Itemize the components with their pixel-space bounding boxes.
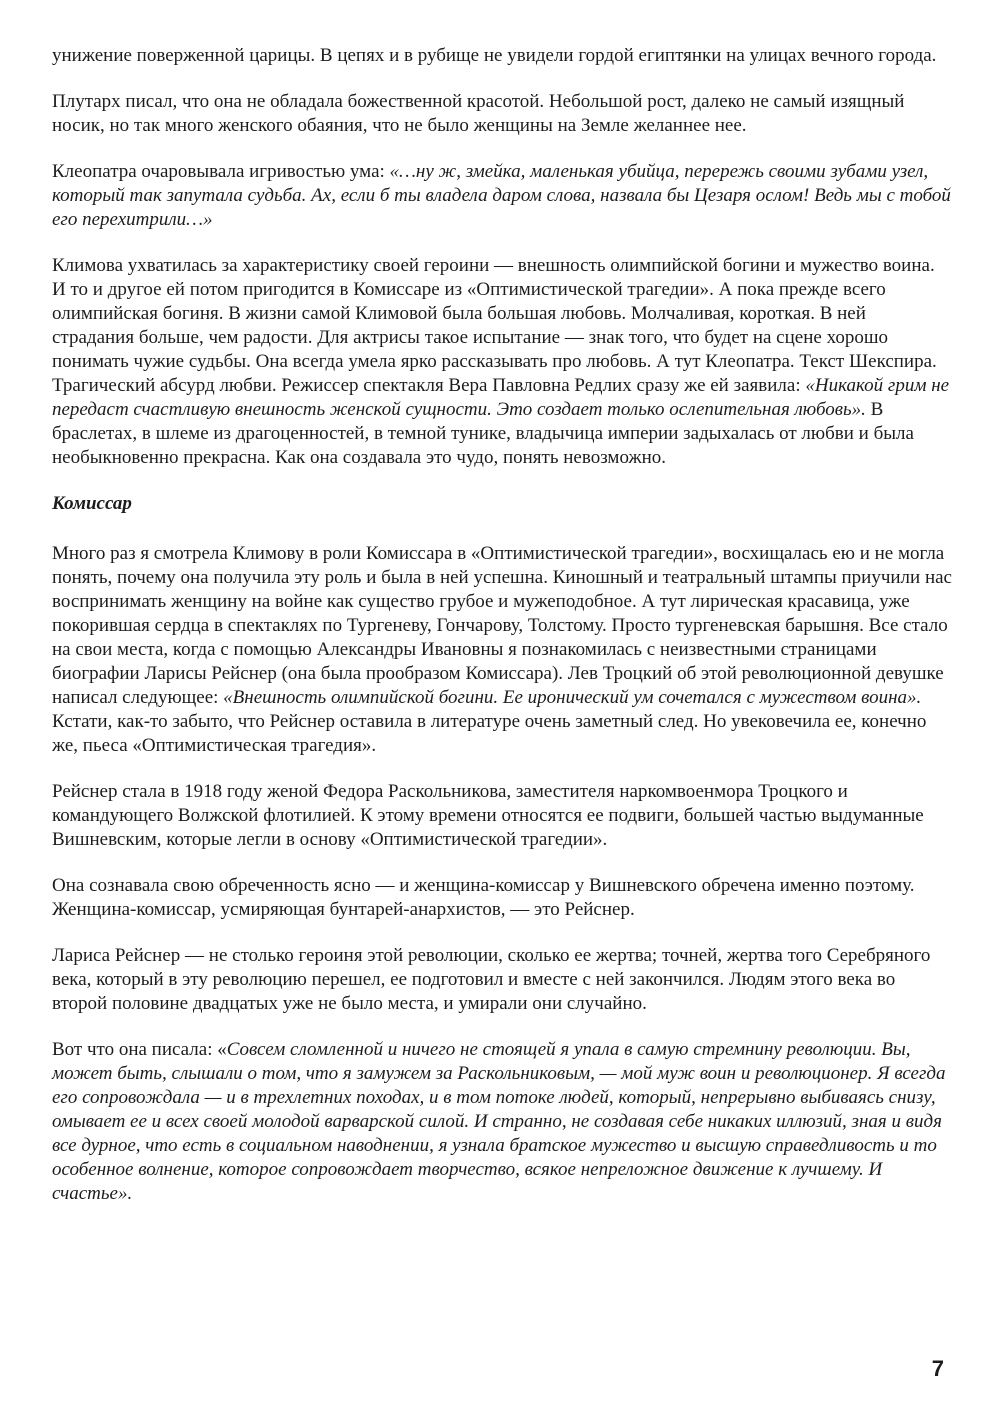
- paragraph: [52, 254, 952, 470]
- body-text: Климова ухватилась за характеристику своей героини — внешность олимпийской богини и мужество воина. И то и другое ей потом пригодится в Комиссаре из «Оптимистической трагедии». А пока прежде всего олимпийская богиня. В жизни самой Климовой была большая любовь. Молчаливая, короткая. В ней страдания больше, чем радости. Для актрисы такое испытание — знак того, что будет на сцене хорошо понимать чужие судьбы. Она всегда умела ярко рассказывать про любовь. А тут Клеопатра. Текст Шекспира. Трагический абсурд любви. Режиссер спектакля Вера Павловна Редлих сразу же ей заявила:: [52, 255, 937, 396]
- paragraph: [52, 160, 952, 232]
- paragraph: [52, 874, 952, 922]
- body-text: В браслетах, в шлеме из драгоценностей, в темной тунике, владычица империи задыхалась от любви и была необыкновенно прекрасна. Как она создавала это чудо, понять невозможно.: [52, 399, 914, 468]
- body-text: Рейснер стала в 1918 году женой Федора Раскольникова, заместителя наркомвоенмора Троцкого и командующего Волжской флотилией. К этому времени относятся ее подвиги, большей частью выдуманные Вишневским, которые легли в основу «Оптимистической трагедии».: [52, 781, 924, 850]
- paragraph: [52, 1038, 952, 1206]
- quote-text: «Внешность олимпийской богини. Ее иронический ум сочетался с мужеством воина».: [223, 687, 922, 708]
- quote-text: Совсем сломленной и ничего не стоящей я упала в самую стремнину революции. Вы, может быть, слышали о том, что я замужем за Раскольниковым, — мой муж воин и революционер. Я всегда его сопровождала — и в трехлетних походах, и в том потоке людей, который, непрерывно выбиваясь снизу, омывает ее и всех своей молодой варварской силой. И странно, не создавая себе никаких иллюзий, зная и видя все дурное, что есть в социальном наводнении, я узнала братское мужество и высшую справедливость и то особенное волнение, которое сопровождает творчество, всякое непреложное движение к лучшему. И счастье».: [52, 1039, 946, 1204]
- section-heading: Комиссар: [52, 493, 132, 514]
- body-text: Лариса Рейснер — не столько героиня этой революции, сколько ее жертва; точней, жертва того Серебряного века, который в эту революцию перешел, ее подготовил и вместе с ней закончился. Людям этого века во второй половине двадцатых уже не было места, и умирали они случайно.: [52, 945, 931, 1014]
- paragraph: [52, 90, 952, 138]
- document-page: [52, 44, 952, 1228]
- section-commissar: [52, 542, 952, 1206]
- body-text: Клеопатра очаровывала игривостью ума:: [52, 161, 390, 182]
- paragraph: [52, 44, 952, 68]
- body-text: Вот что она писала: «: [52, 1039, 227, 1060]
- body-text: Она сознавала свою обреченность ясно — и женщина-комиссар у Вишневского обречена именно поэтому. Женщина-комиссар, усмиряющая бунтарей-анархистов, — это Рейснер.: [52, 875, 915, 920]
- quote-text: «…ну ж, змейка, маленькая убийца, перережь своими зубами узел, который так запутала судьба. Ах, если б ты владела даром слова, назвала бы Цезаря ослом! Ведь мы с тобой его перехитрили…»: [52, 161, 951, 230]
- paragraph: [52, 542, 952, 758]
- paragraph: [52, 944, 952, 1016]
- body-text: Кстати, как-то забыто, что Рейснер оставила в литературе очень заметный след. Но увековечила ее, конечно же, пьеса «Оптимистическая трагедия».: [52, 711, 927, 756]
- quote-text: «Никакой грим не передаст счастливую внешность женской сущности. Это создает только ослепительная любовь».: [52, 375, 950, 420]
- paragraph: [52, 780, 952, 852]
- body-text: Плутарх писал, что она не обладала божественной красотой. Небольшой рост, далеко не самый изящный носик, но так много женского обаяния, что не было женщины на Земле желаннее нее.: [52, 91, 905, 136]
- page-number: 7: [931, 1356, 944, 1381]
- section-cleopatra: [52, 44, 952, 470]
- body-text: Много раз я смотрела Климову в роли Комиссара в «Оптимистической трагедии», восхищалась ею и не могла понять, почему она получила эту роль и была в ней успешна. Киношный и театральный штампы приучили нас воспринимать женщину на войне как существо грубое и мужеподобное. А тут лирическая красавица, уже покорившая сердца в спектаклях по Тургеневу, Гончарову, Толстому. Просто тургеневская барышня. Все стало на свои места, когда с помощью Александры Ивановны я познакомилась с неизвестными страницами биографии Ларисы Рейснер (она была прообразом Комиссара). Лев Троцкий об этой революционной девушке написал следующее:: [52, 543, 952, 708]
- body-text: унижение поверженной царицы. В цепях и в рубище не увидели гордой египтянки на улицах вечного города.: [52, 45, 937, 66]
